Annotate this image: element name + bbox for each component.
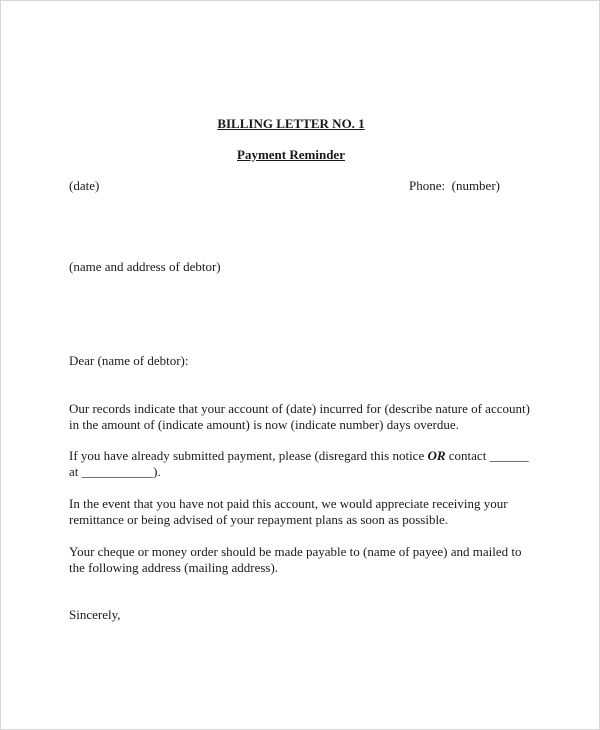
letter-title: BILLING LETTER NO. 1 (217, 116, 365, 131)
paragraph-overdue-notice (69, 401, 559, 433)
paragraph-line: remittance or being advised of your repayment plans as soon as possible. (69, 512, 449, 527)
closing: Sincerely, (69, 607, 121, 622)
paragraph-not-paid (69, 496, 559, 528)
paragraph-line: In the event that you have not paid this account, we would appreciate receiving your (69, 496, 508, 511)
paragraph-payment-instructions (69, 544, 559, 576)
paragraph-text: If you have already submitted payment, please (disregard this notice (69, 448, 428, 463)
debtor-address-placeholder: (name and address of debtor) (69, 259, 221, 274)
paragraph-line: in the amount of (indicate amount) is now (indicate number) days overdue. (69, 417, 459, 432)
paragraph-line: Your cheque or money order should be made payable to (name of payee) and mailed to (69, 544, 522, 559)
salutation: Dear (name of debtor): (69, 353, 189, 368)
paragraph-line (69, 448, 559, 464)
paragraph-line: at ___________). (69, 464, 161, 479)
paragraph-payment-submitted (69, 448, 559, 480)
emphasis-or: OR (427, 448, 446, 463)
paragraph-line: the following address (mailing address). (69, 560, 279, 575)
paragraph-line: Our records indicate that your account of (date) incurred for (describe nature of account) (69, 401, 530, 416)
letter-subtitle: Payment Reminder (237, 147, 345, 162)
phone-placeholder: Phone: (number) (409, 178, 500, 193)
date-placeholder: (date) (69, 178, 100, 193)
paragraph-text: contact ______ (445, 448, 529, 463)
